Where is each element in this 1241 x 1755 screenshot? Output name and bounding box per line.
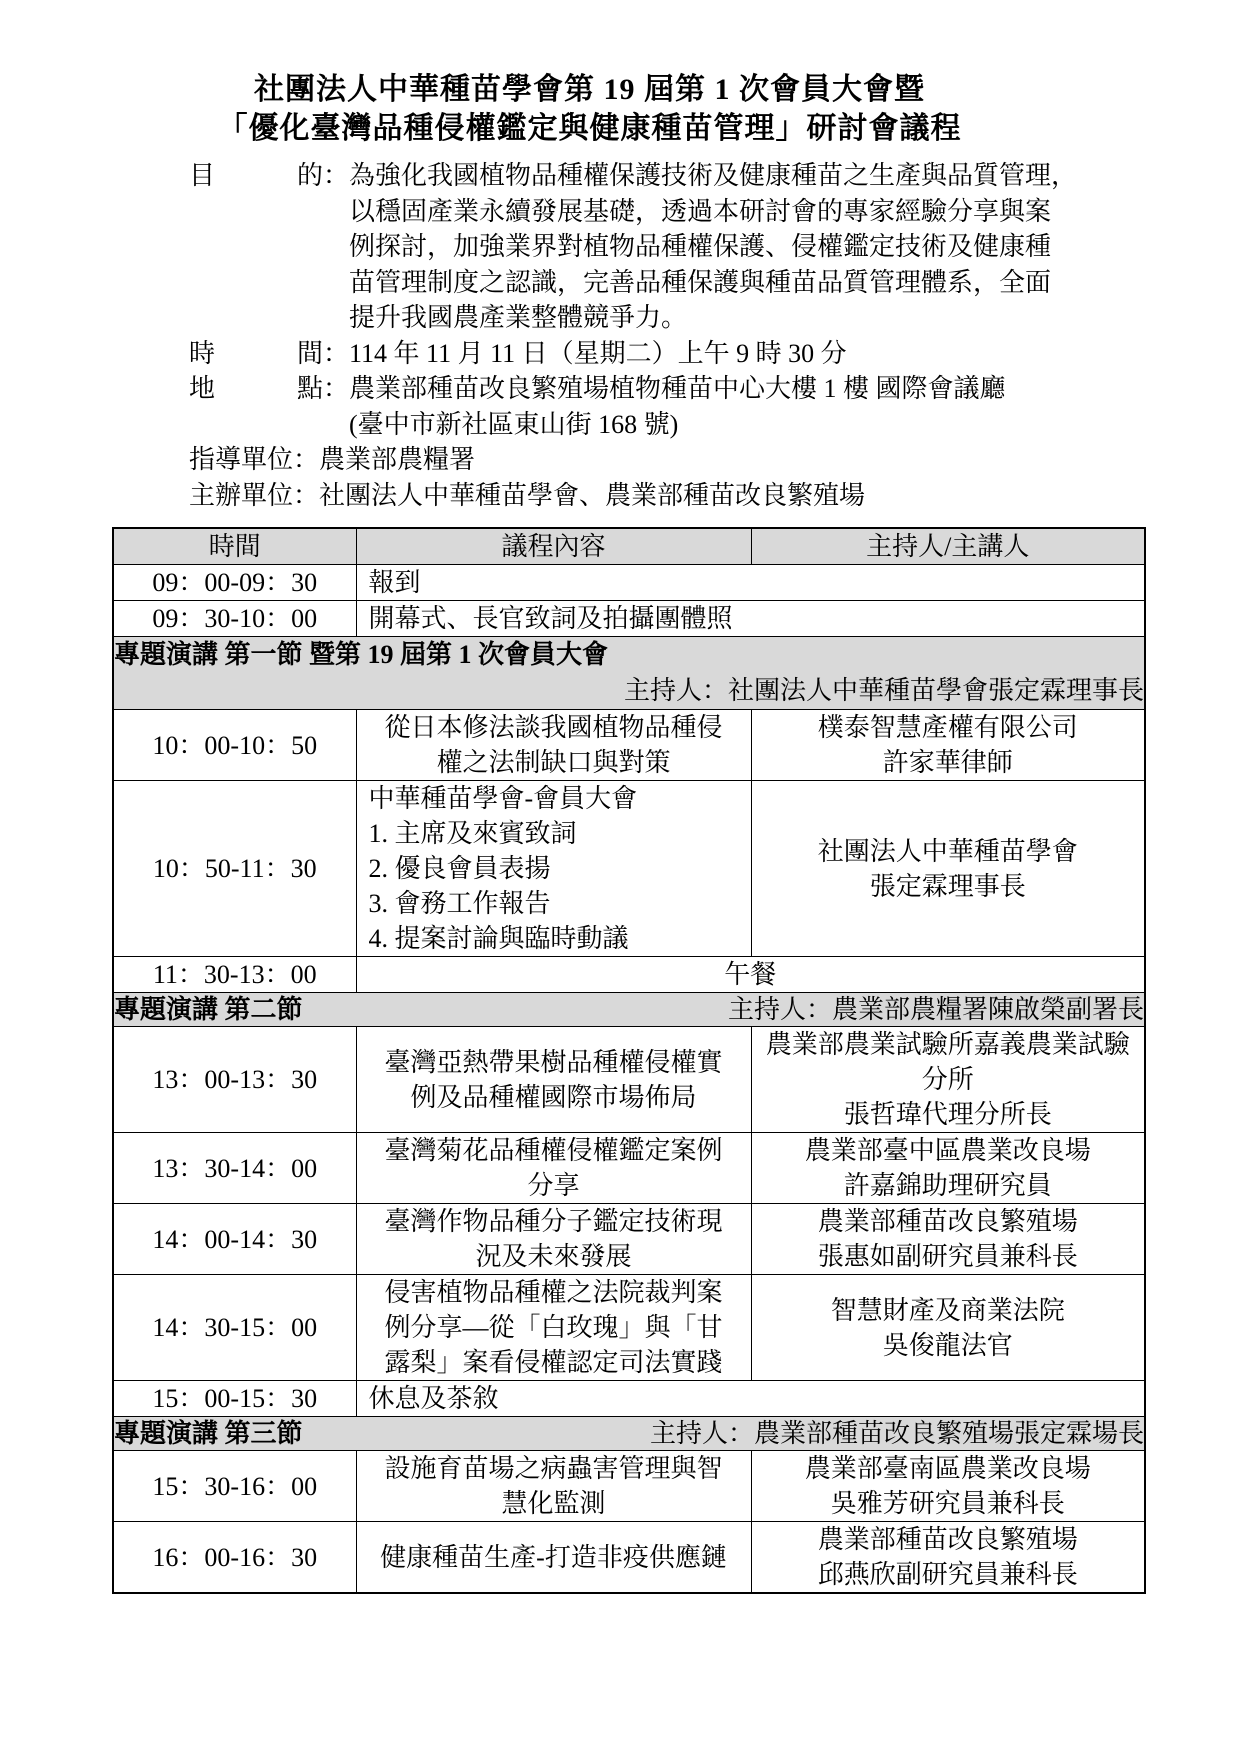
section-cell (113, 993, 1145, 1027)
header-row (113, 528, 1145, 565)
time-cell: 14：00-14：30 (113, 1204, 356, 1275)
section-line (114, 993, 1144, 1026)
speaker-line: 張哲瑋代理分所長 (843, 1100, 1052, 1129)
speaker-cell (751, 1522, 1145, 1594)
content-cell (356, 1275, 751, 1381)
purpose-row (189, 158, 1241, 336)
speaker-line: 智慧財產及商業法院 (830, 1295, 1065, 1325)
place-line-1: 農業部種苗改良繁殖場植物種苗中心大樓 1 樓 國際會議廳 (349, 374, 1006, 403)
content-line: 權之法制缺口與對策 (436, 748, 671, 777)
place-value (349, 371, 1241, 442)
speaker-line: 農業部種苗改良繁殖場 (817, 1207, 1078, 1236)
place-label-left: 地 (189, 374, 216, 403)
time-cell: 15：30-16：00 (113, 1451, 356, 1522)
header-content: 議程內容 (356, 528, 751, 565)
agenda-row (113, 565, 1145, 601)
title-line-2: 「優化臺灣品種侵權鑑定與健康種苗管理」研討會議程 (217, 112, 962, 145)
agenda-row (113, 781, 1145, 957)
content-line: 臺灣菊花品種權侵權鑑定案例 (384, 1136, 723, 1165)
content-cell (356, 957, 1145, 993)
time-cell: 09：00-09：30 (113, 565, 356, 601)
speaker-line: 農業部農業試驗所嘉義農業試驗 (765, 1030, 1130, 1059)
agenda-row (113, 601, 1145, 637)
purpose-line: 苗管理制度之認識，完善品種保護與種苗品質管理體系，全面 (349, 267, 1052, 297)
agenda-row (113, 1275, 1145, 1381)
agenda-table (112, 527, 1146, 1594)
speaker-cell (751, 781, 1145, 957)
content-line: 中華種苗學會-會員大會 (368, 784, 638, 813)
content-line: 例分享—從「白玫瑰」與「甘 (384, 1313, 723, 1342)
section-title: 專題演講 第二節 (114, 995, 303, 1024)
speaker-line: 農業部臺中區農業改良場 (804, 1136, 1091, 1165)
agenda-row (113, 1381, 1145, 1417)
content-line: 露梨」案看侵權認定司法實踐 (384, 1348, 723, 1377)
purpose-line: 提升我國農產業整體競爭力。 (349, 303, 688, 332)
speaker-line: 社團法人中華種苗學會 (817, 836, 1078, 866)
speaker-cell (751, 710, 1145, 781)
section-title: 專題演講 第三節 (114, 1419, 303, 1448)
time-cell: 14：30-15：00 (113, 1275, 356, 1381)
speaker-cell (751, 1275, 1145, 1381)
time-label-right: 間： (296, 338, 349, 368)
speaker-line: 張定霖理事長 (869, 871, 1026, 901)
content-line: 開幕式、長官致詞及拍攝團體照 (368, 604, 733, 633)
speaker-cell (751, 1027, 1145, 1133)
title-line-1: 社團法人中華種苗學會第 19 屆第 1 次會員大會暨 (254, 73, 925, 106)
header-time: 時間 (113, 528, 356, 565)
time-cell: 15：00-15：30 (113, 1381, 356, 1417)
purpose-line: 以穩固產業永續發展基礎，透過本研討會的專家經驗分享與案 (349, 196, 1052, 226)
speaker-line: 邱燕欣副研究員兼科長 (817, 1560, 1078, 1589)
content-line: 慧化監測 (501, 1489, 606, 1518)
agenda-row (113, 1522, 1145, 1594)
section-line (114, 1417, 1144, 1450)
speaker-line: 吳雅芳研究員兼科長 (830, 1489, 1065, 1518)
content-line: 分享 (527, 1171, 580, 1200)
content-line: 3. 會務工作報告 (368, 889, 551, 918)
section-host: 主持人：農業部農糧署陳啟榮副署長 (727, 995, 1144, 1024)
purpose-label-left: 目 (189, 161, 216, 190)
speaker-line: 農業部種苗改良繁殖場 (817, 1525, 1078, 1554)
content-line: 健康種苗生產-打造非疫供應鏈 (380, 1542, 727, 1572)
time-cell: 13：00-13：30 (113, 1027, 356, 1133)
purpose-label (189, 158, 349, 336)
content-line: 設施育苗場之病蟲害管理與智 (384, 1454, 723, 1483)
purpose-line: 例探討，加強業界對植物品種權保護、侵權鑑定技術及健康種 (349, 232, 1052, 261)
agenda-row (113, 1133, 1145, 1204)
agenda-table-head (113, 528, 1145, 565)
organizer-line: 主辦單位：社團法人中華種苗學會、農業部種苗改良繁殖場 (189, 480, 866, 510)
advisor-line: 指導單位：農業部農糧署 (189, 445, 476, 474)
agenda-row (113, 710, 1145, 781)
section-cell (113, 637, 1145, 710)
speaker-line: 張惠如副研究員兼科長 (817, 1242, 1078, 1271)
section-row (113, 1417, 1145, 1451)
content-line: 況及未來發展 (475, 1242, 632, 1271)
speaker-line: 許家華律師 (882, 748, 1013, 777)
place-label-right: 點： (296, 374, 349, 403)
time-cell: 10：00-10：50 (113, 710, 356, 781)
purpose-label-right: 的： (296, 161, 349, 190)
place-label (189, 371, 349, 442)
agenda-row (113, 1204, 1145, 1275)
content-cell (356, 1204, 751, 1275)
content-cell (356, 601, 1145, 637)
section-host: 主持人：農業部種苗改良繁殖場張定霖場長 (649, 1419, 1144, 1448)
speaker-cell (751, 1451, 1145, 1522)
time-label (189, 336, 349, 372)
agenda-body (113, 565, 1145, 1594)
speaker-line: 許嘉錦助理研究員 (843, 1171, 1052, 1200)
section-row (113, 993, 1145, 1027)
time-cell: 10：50-11：30 (113, 781, 356, 957)
header-speaker: 主持人/主講人 (751, 528, 1145, 565)
content-cell (356, 710, 751, 781)
content-line: 休息及茶敘 (368, 1384, 499, 1413)
time-cell: 13：30-14：00 (113, 1133, 356, 1204)
time-label-left: 時 (189, 338, 216, 368)
section-cell (113, 1417, 1145, 1451)
content-cell (356, 1381, 1145, 1417)
place-row (189, 371, 1241, 442)
content-line: 午餐 (724, 960, 777, 989)
time-cell: 16：00-16：30 (113, 1522, 356, 1594)
content-line: 臺灣作物品種分子鑑定技術現 (384, 1207, 723, 1236)
speaker-line: 農業部臺南區農業改良場 (804, 1454, 1091, 1483)
content-line: 報到 (368, 568, 421, 597)
content-line: 1. 主席及來賓致詞 (368, 819, 577, 848)
speaker-line: 吳俊龍法官 (882, 1330, 1013, 1360)
content-cell (356, 565, 1145, 601)
page-title (0, 0, 1241, 148)
section-host: 主持人：社團法人中華種苗學會張定霖理事長 (623, 676, 1144, 705)
content-cell (356, 1451, 751, 1522)
content-cell (356, 1522, 751, 1594)
section-title: 專題演講 第一節 暨第 19 屆第 1 次會員大會 (114, 640, 609, 669)
content-line: 例及品種權國際市場佈局 (410, 1082, 697, 1112)
agenda-row (113, 957, 1145, 993)
content-cell (356, 781, 751, 957)
content-line: 從日本修法談我國植物品種侵 (384, 713, 723, 742)
time-cell: 09：30-10：00 (113, 601, 356, 637)
content-cell (356, 1027, 751, 1133)
speaker-line: 樸泰智慧產權有限公司 (817, 713, 1078, 742)
content-cell (356, 1133, 751, 1204)
time-value: 114 年 11 月 11 日（星期二）上午 9 時 30 分 (349, 338, 847, 368)
time-row (189, 336, 1241, 372)
event-info (189, 158, 1241, 513)
content-line: 侵害植物品種權之法院裁判案 (384, 1278, 723, 1307)
time-cell: 11：30-13：00 (113, 957, 356, 993)
speaker-cell (751, 1133, 1145, 1204)
purpose-paragraph (349, 158, 1241, 336)
agenda-row (113, 1027, 1145, 1133)
content-line: 4. 提案討論與臨時動議 (368, 924, 629, 953)
section-row (113, 637, 1145, 710)
speaker-line: 分所 (921, 1065, 974, 1094)
content-line: 2. 優良會員表揚 (368, 854, 551, 883)
place-line-2: (臺中市新社區東山街 168 號) (349, 409, 679, 439)
purpose-line: 為強化我國植物品種權保護技術及健康種苗之生產與品質管理， (349, 161, 1078, 190)
speaker-cell (751, 1204, 1145, 1275)
agenda-row (113, 1451, 1145, 1522)
content-line: 臺灣亞熱帶果樹品種權侵權實 (384, 1047, 723, 1077)
